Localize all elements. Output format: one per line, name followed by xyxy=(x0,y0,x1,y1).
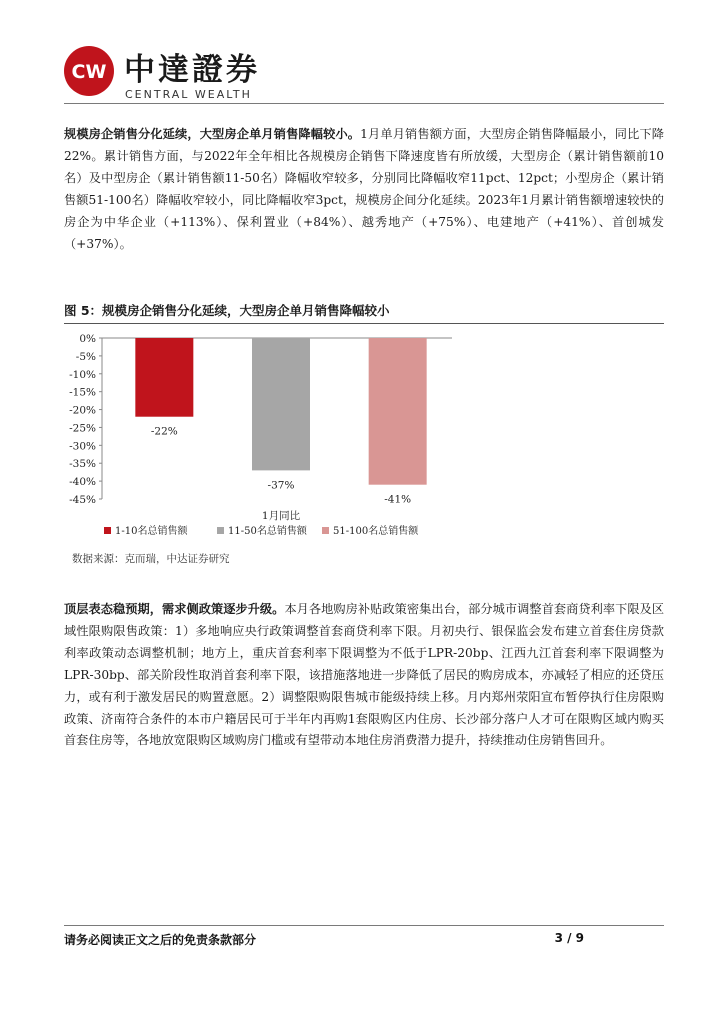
bar xyxy=(369,338,427,485)
y-tick-label: -10% xyxy=(69,368,96,381)
figure-title-divider xyxy=(64,323,664,324)
legend-swatch xyxy=(104,527,111,534)
bar-series xyxy=(135,338,426,485)
y-tick-label: -25% xyxy=(69,422,96,435)
brand-name-en: CENTRAL WEALTH xyxy=(125,88,252,101)
y-tick-label: 0% xyxy=(79,333,96,345)
y-tick-label: -40% xyxy=(69,476,96,489)
y-tick-label: -5% xyxy=(75,350,96,363)
bar xyxy=(252,338,310,470)
legend-label: 51-100名总销售额 xyxy=(333,526,419,537)
paragraph-lead: 顶层表态稳预期，需求侧政策逐步升级。 xyxy=(64,602,285,616)
y-axis-ticks xyxy=(69,333,102,506)
bar-data-label: -41% xyxy=(384,493,412,506)
paragraph-body: 1月单月销售额方面，大型房企销售降幅最小，同比下降22%。累计销售方面，与2022年全年相比各规模房企销售下降速度皆有所放缓，大型房企（累计销售额前10名）及中型房企（累计销售额11-50名）降幅收窄较多，分别同比降幅收窄11pct、12pct；小型房企（累计销售额51-100名）降幅收窄较小，同比降幅收窄3pct，规模房企间分化延续。2023年1月累计销售额增速较快的房企为中华企业（+113%）、保利置业（+84%）、越秀地产（+75%）、电建地产（+41%）、首创城发（+37%）。 xyxy=(64,127,664,251)
x-category-label: 1月同比 xyxy=(261,510,301,522)
paragraph-policy xyxy=(64,599,664,752)
header-divider xyxy=(64,103,664,104)
bar-chart xyxy=(64,328,664,548)
paragraph-body: 本月各地购房补贴政策密集出台，部分城市调整首套商贷利率下限及区域性限购限售政策：1）多地响应央行政策调整首套商贷利率下限。月初央行、银保监会发布建立首套住房贷款利率政策动态调整机制；地方上，重庆首套利率下限调整为不低于LPR-20bp、江西九江首套利率下限调整为LPR-30bp、部关阶段性取消首套利率下限，该措施落地进一步降低了居民的购房成本，亦减轻了相应的还贷压力，或有利于激发居民的购置意愿。2）调整限购限售城市能级持续上移。月内郑州荥阳宣布暂停执行住房限购政策、济南符合条件的本市户籍居民可于半年内再购1套限购区内住房、长沙部分落户人才可在限购区域内购买首套住房等，各地放宽限购区域购房门槛或有望带动本地住房消费潜力提升，持续推动住房销售回升。 xyxy=(64,602,665,748)
chart-legend xyxy=(104,524,419,537)
y-tick-label: -20% xyxy=(69,404,96,417)
footer-divider xyxy=(64,925,664,926)
legend-label: 11-50名总销售额 xyxy=(228,526,307,537)
bar xyxy=(135,338,193,417)
logo-mark-icon xyxy=(69,57,109,85)
y-tick-label: -30% xyxy=(69,440,96,453)
company-logo xyxy=(64,46,114,96)
figure-source: 数据来源：克而瑞，中达证券研究 xyxy=(72,553,230,565)
brand-name-cn: 中達證券 xyxy=(124,52,260,88)
legend-swatch xyxy=(322,527,329,534)
legend-label: 1-10名总销售额 xyxy=(115,526,188,537)
paragraph-lead: 规模房企销售分化延续，大型房企单月销售降幅较小。 xyxy=(64,127,361,141)
paragraph-sales-divergence xyxy=(64,124,664,255)
bar-data-label: -22% xyxy=(150,425,178,438)
figure-title: 图 5：规模房企销售分化延续，大型房企单月销售降幅较小 xyxy=(64,303,390,318)
bar-data-label: -37% xyxy=(267,479,295,492)
logo-mark-text: CW xyxy=(71,61,107,83)
y-tick-label: -45% xyxy=(69,494,96,506)
y-tick-label: -35% xyxy=(69,458,96,471)
legend-swatch xyxy=(217,527,224,534)
footer-disclaimer: 请务必阅读正文之后的免责条款部分 xyxy=(64,933,257,947)
page-number: 3 / 9 xyxy=(554,931,584,945)
y-tick-label: -15% xyxy=(69,386,96,399)
